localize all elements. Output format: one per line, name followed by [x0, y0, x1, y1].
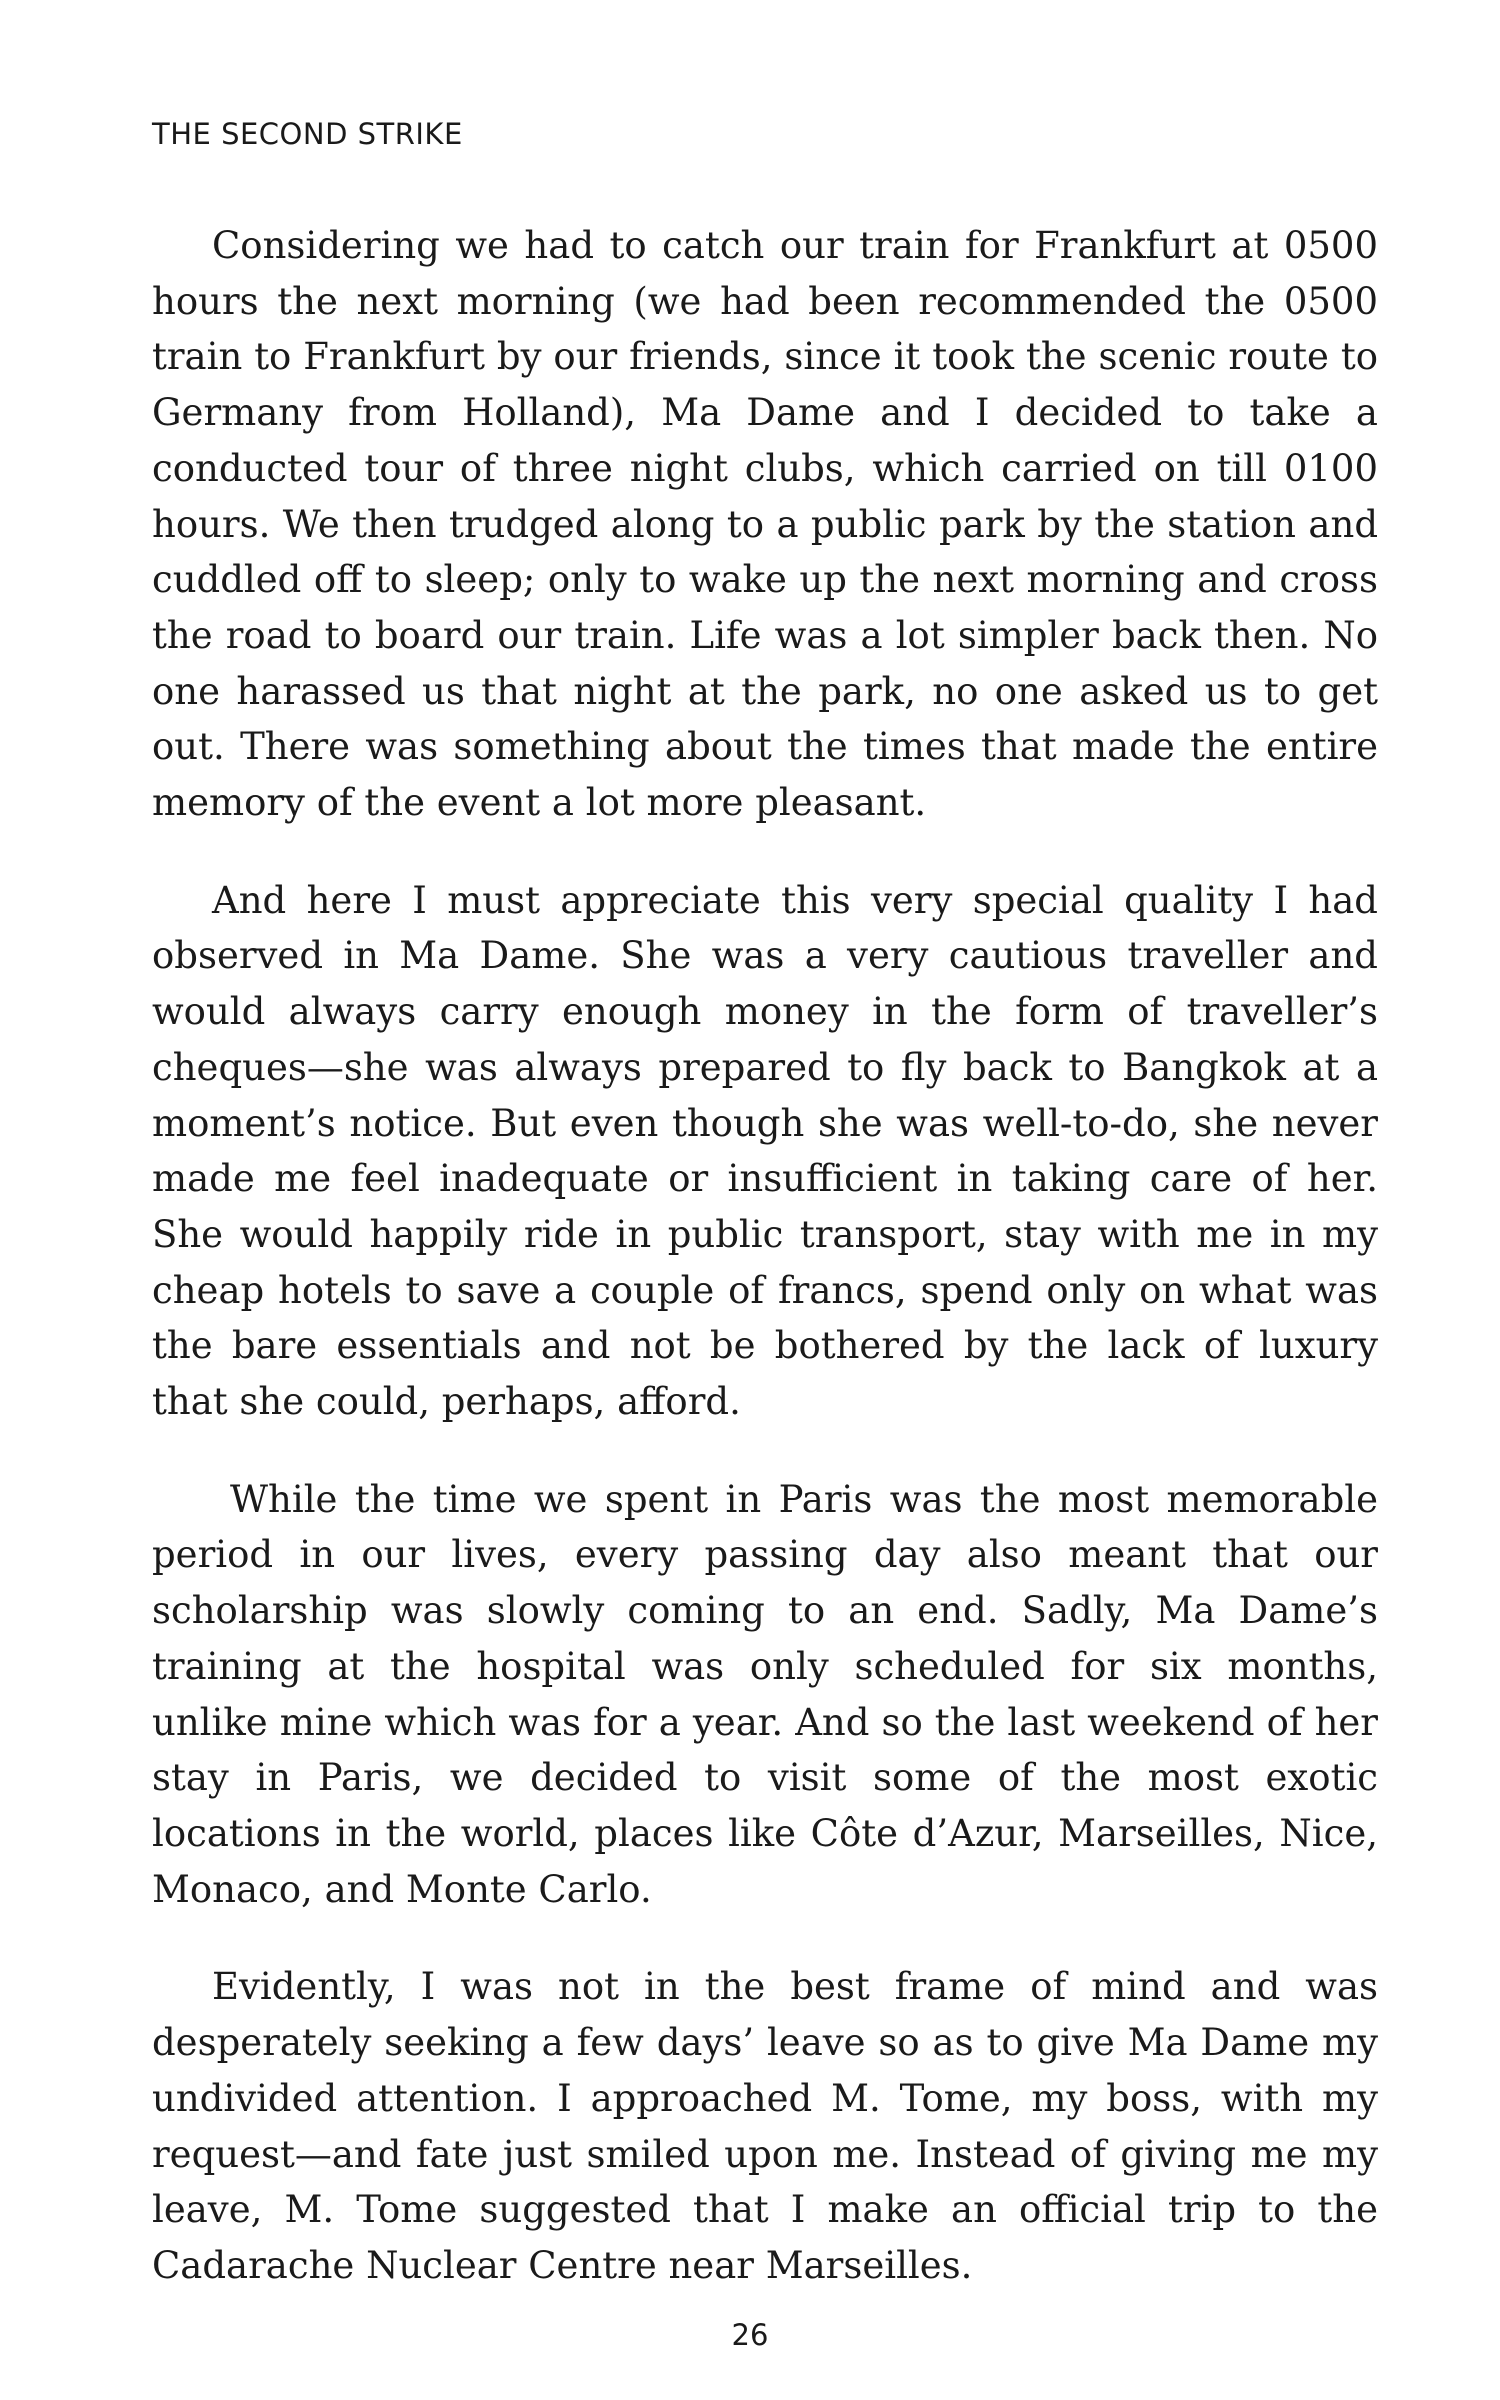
paragraph: Considering we had to catch our train for Frankfurt at 0500 hours the next morning (we had been recommended the 0500 train to Frankfurt by our friends, since it took the scenic route to Germany from Holland), Ma Dame and I decided to take a conducted tour of three night clubs, which carried on till 0100 hours. We then trudged along to a public park by the station and cuddled off to sleep; only to wake up the next morning and cross the road to board our train. Life was a lot simpler back then. No one harassed us that night at the park, no one asked us to get out. There was something about the times that made the entire memory of the event a lot more pleasant.: [152, 224, 1378, 825]
paragraph: While the time we spent in Paris was the most memorable period in our lives, every passing day also meant that our scholarship was slowly coming to an end. Sadly, Ma Dame’s training at the hospital was only scheduled for six months, unlike mine which was for a year. And so the last weekend of her stay in Paris, we decided to visit some of the most exotic locations in the world, places like Côte d’Azur, Marseilles, Nice, Monaco, and Monte Carlo.: [152, 1477, 1378, 1911]
paragraph: Evidently, I was not in the best frame of mind and was desperately seeking a few days’ leave so as to give Ma Dame my undivided attention. I approached M. Tome, my boss, with my request—and fate just smiled upon me. Instead of giving me my leave, M. Tome suggested that I make an official trip to the Cadarache Nuclear Centre near Marseilles.: [152, 1965, 1378, 2287]
paragraph: And here I must appreciate this very special quality I had observed in Ma Dame. She was a very cautious traveller and would always carry enough money in the form of traveller’s cheques—she was always prepared to fly back to Bangkok at a moment’s notice. But even though she was well-to-do, she never made me feel inadequate or insufficient in taking care of her. She would happily ride in public transport, stay with me in my cheap hotels to save a couple of francs, spend only on what was the bare essentials and not be bothered by the lack of luxury that she could, perhaps, afford.: [152, 878, 1378, 1424]
page-number: 26: [731, 2318, 769, 2352]
body-text: [152, 218, 1378, 2336]
running-head: THE SECOND STRIKE: [152, 117, 463, 151]
